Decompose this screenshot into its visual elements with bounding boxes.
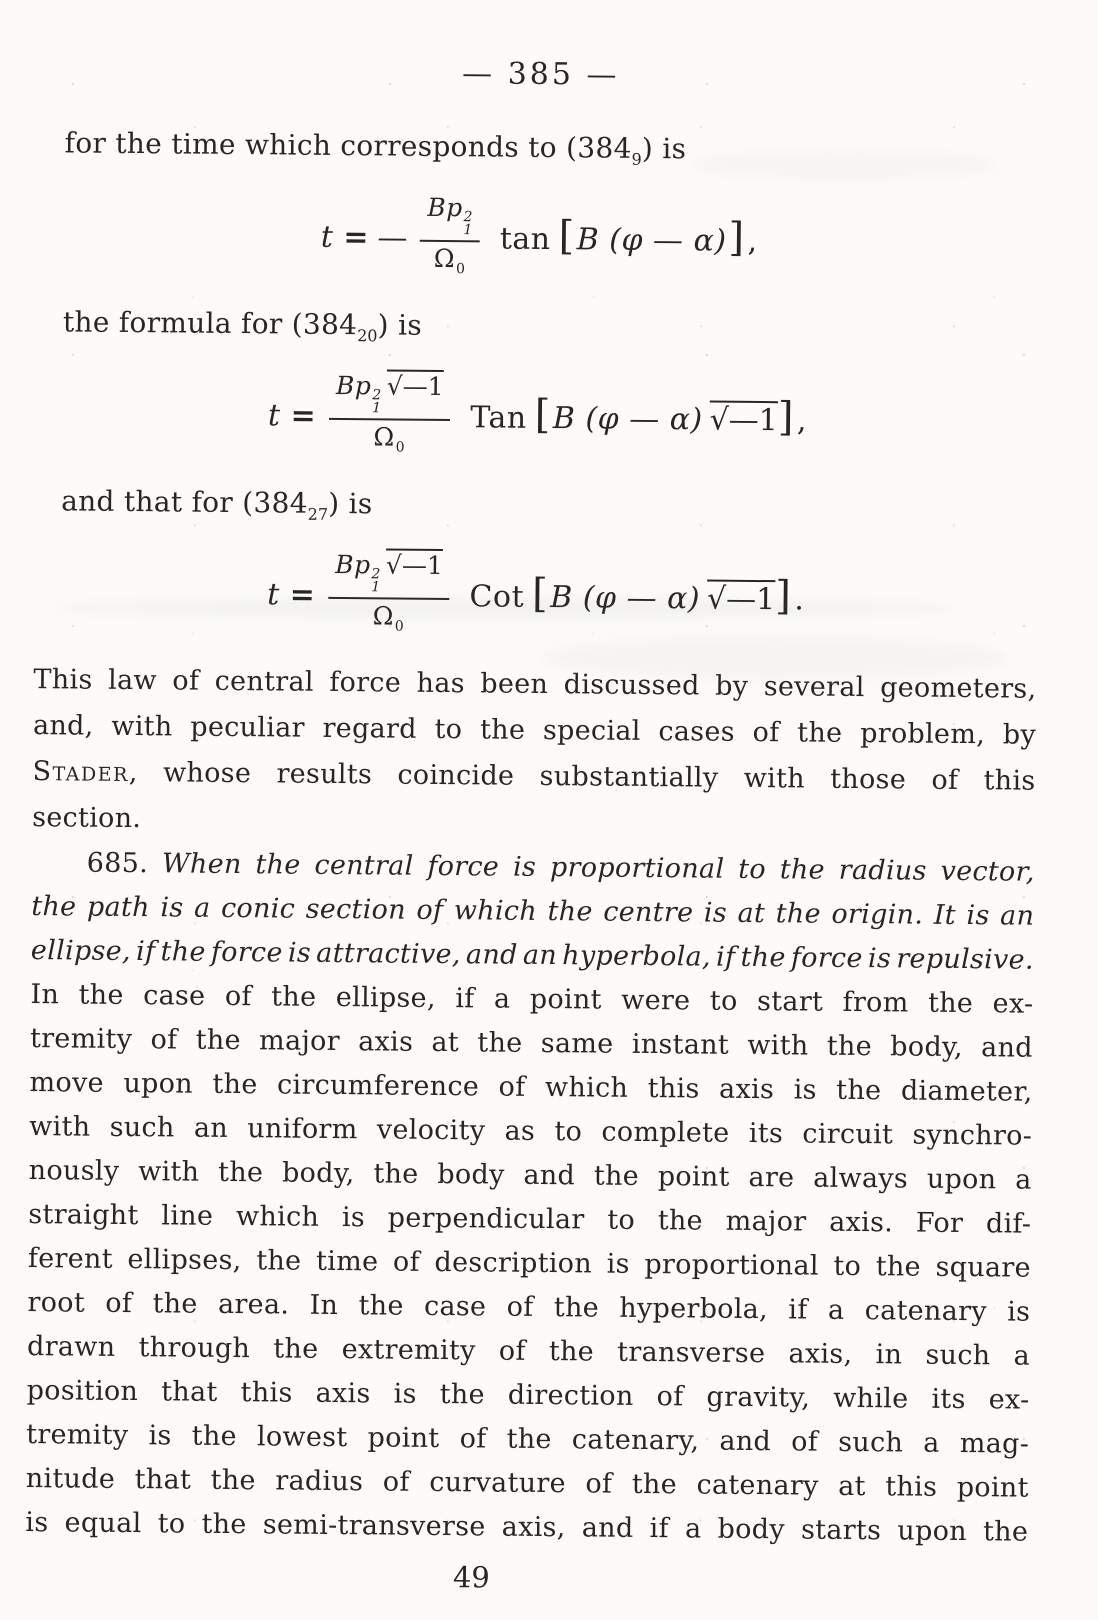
open-bracket: [ bbox=[531, 570, 549, 618]
word: of bbox=[416, 894, 444, 927]
word: instant bbox=[631, 1028, 730, 1061]
word: is bbox=[606, 1248, 630, 1280]
word: is bbox=[703, 897, 728, 929]
word: mag- bbox=[959, 1427, 1030, 1460]
word: and bbox=[719, 1425, 772, 1458]
word: of bbox=[105, 1287, 133, 1320]
word: point bbox=[367, 1422, 440, 1454]
word: curvature bbox=[429, 1466, 567, 1500]
text-line: and, with peculiar regard to the special cases of the problem, by bbox=[32, 710, 1037, 751]
word: this bbox=[647, 1072, 700, 1105]
equation-3 bbox=[34, 549, 1038, 637]
word: if bbox=[135, 936, 156, 968]
intro-text: ) is bbox=[641, 131, 687, 166]
word: axis, bbox=[788, 1338, 853, 1370]
word: is bbox=[793, 1074, 817, 1106]
author-name-smallcaps: Stader bbox=[32, 756, 130, 788]
radical: √—1 bbox=[706, 581, 776, 617]
text-line: This law of central force has been discussed by several geometers, bbox=[33, 664, 1037, 705]
text-line-rest: , whose results coincide substantially with those of this bbox=[128, 756, 1036, 797]
word: centre bbox=[603, 896, 694, 929]
sup-sub-stack bbox=[371, 565, 381, 595]
word: nously bbox=[28, 1155, 120, 1187]
variable-omega: Ω bbox=[372, 600, 395, 631]
word: is bbox=[287, 937, 312, 969]
word: same bbox=[540, 1027, 614, 1060]
intro-line-3 bbox=[35, 482, 1038, 541]
function-argument: B (φ — α) bbox=[552, 400, 703, 437]
word: the bbox=[982, 1516, 1029, 1548]
open-bracket: [ bbox=[534, 391, 552, 439]
word: this bbox=[885, 1471, 938, 1503]
word: the bbox=[217, 1156, 264, 1189]
text-line bbox=[32, 749, 1035, 805]
word: point bbox=[956, 1471, 1029, 1504]
section-body-lines bbox=[25, 885, 1034, 1555]
word: axis. bbox=[829, 1206, 894, 1239]
radical: √—1 bbox=[386, 370, 444, 401]
intro-text: ) is bbox=[377, 308, 423, 342]
word: transverse bbox=[617, 1336, 766, 1370]
superscript: 2 bbox=[372, 386, 382, 403]
word: For bbox=[915, 1207, 964, 1240]
superscript: 2 bbox=[371, 565, 381, 582]
word: ex- bbox=[992, 988, 1034, 1020]
numerator bbox=[328, 549, 450, 599]
paragraph-685 bbox=[25, 841, 1035, 1555]
word: hyperbola, bbox=[562, 940, 712, 973]
word: an bbox=[522, 939, 558, 972]
word: starts bbox=[800, 1514, 882, 1547]
word: of bbox=[656, 1381, 684, 1413]
word: and bbox=[980, 1032, 1033, 1064]
intro-text: and that for (384 bbox=[61, 484, 308, 520]
word: in bbox=[875, 1339, 903, 1371]
word: section bbox=[305, 893, 406, 926]
fraction bbox=[327, 549, 450, 641]
word: hyperbola, bbox=[619, 1292, 769, 1326]
equation-ref-subscript: 27 bbox=[307, 504, 329, 524]
word: ferent bbox=[27, 1243, 113, 1275]
punctuation: , bbox=[747, 223, 758, 259]
word: axis bbox=[358, 1026, 414, 1058]
word: time bbox=[315, 1245, 379, 1278]
word: of bbox=[498, 1335, 526, 1367]
word: catenary bbox=[696, 1469, 819, 1502]
variable-omega: Ω bbox=[433, 243, 456, 273]
variable-p: p bbox=[353, 549, 371, 579]
sup-sub-stack bbox=[372, 386, 382, 416]
subscript: 0 bbox=[455, 260, 466, 277]
word: always bbox=[813, 1162, 909, 1195]
variable-B: B bbox=[335, 370, 356, 400]
word: circuit bbox=[802, 1118, 894, 1151]
word: the bbox=[256, 1245, 302, 1277]
intro-line-1 bbox=[38, 124, 1041, 183]
subscript: 1 bbox=[372, 399, 382, 416]
intro-line-2 bbox=[37, 303, 1040, 362]
word: the bbox=[553, 1292, 600, 1324]
open-bracket: [ bbox=[558, 213, 575, 260]
word: to bbox=[157, 1508, 186, 1540]
paragraph-stader bbox=[32, 657, 1037, 851]
function-name: tan bbox=[499, 221, 551, 257]
word: if bbox=[715, 941, 736, 973]
word: gravity, bbox=[706, 1381, 811, 1414]
word: the bbox=[775, 898, 821, 930]
word: through bbox=[138, 1332, 251, 1365]
word: if bbox=[788, 1294, 808, 1326]
word: velocity bbox=[376, 1114, 486, 1147]
variable-omega: Ω bbox=[373, 421, 395, 452]
text-line: section. bbox=[32, 802, 142, 835]
word: are bbox=[748, 1161, 795, 1194]
word: the bbox=[271, 981, 317, 1013]
equation-lhs: t bbox=[267, 397, 281, 433]
word: to bbox=[554, 1116, 583, 1148]
section-opening-italic: When the central force is proportional to the radius vector, bbox=[161, 848, 1035, 888]
intro-text: the formula for (384 bbox=[62, 305, 358, 342]
close-bracket: ] bbox=[775, 573, 792, 620]
equals-sign: = bbox=[343, 219, 368, 255]
word: origin. bbox=[831, 898, 924, 931]
word: the bbox=[875, 1251, 922, 1283]
word: from bbox=[842, 986, 909, 1019]
word: ex- bbox=[988, 1384, 1030, 1416]
word: description bbox=[434, 1246, 593, 1280]
denominator bbox=[372, 599, 404, 641]
function-name: Tan bbox=[470, 399, 527, 436]
close-bracket: ] bbox=[728, 214, 745, 261]
word: catenary, bbox=[571, 1424, 700, 1457]
word: diameter, bbox=[900, 1075, 1033, 1108]
word: which bbox=[453, 895, 538, 927]
word: is bbox=[393, 1378, 417, 1410]
word: catenary bbox=[864, 1295, 987, 1328]
word: axis bbox=[315, 1377, 371, 1410]
word: In bbox=[309, 1289, 339, 1322]
word: the bbox=[740, 941, 786, 974]
close-bracket: ] bbox=[777, 394, 795, 441]
word: the bbox=[927, 987, 974, 1020]
equals-sign: = bbox=[289, 577, 315, 613]
word: the bbox=[191, 1420, 238, 1453]
word: start bbox=[756, 986, 824, 1018]
word: semi-transverse bbox=[262, 1509, 486, 1543]
word: direction bbox=[507, 1379, 634, 1412]
word: and bbox=[465, 939, 518, 971]
word: the bbox=[212, 1068, 258, 1101]
equation-ref-subscript: 9 bbox=[631, 149, 642, 169]
word: repulsive. bbox=[896, 943, 1034, 976]
intro-text: for the time which corresponds to (384 bbox=[64, 126, 632, 165]
word: radius bbox=[275, 1465, 364, 1498]
word: this bbox=[240, 1377, 293, 1409]
text-line bbox=[25, 1501, 1028, 1555]
subscript: 0 bbox=[395, 439, 406, 456]
word: the bbox=[201, 1508, 247, 1541]
word: of bbox=[506, 1291, 534, 1323]
word: a bbox=[193, 892, 211, 924]
word: is bbox=[160, 892, 184, 924]
word: case bbox=[143, 980, 206, 1012]
word: the bbox=[195, 1024, 241, 1057]
word: an bbox=[999, 900, 1035, 932]
variable-B: B bbox=[335, 549, 355, 579]
word: to bbox=[709, 985, 738, 1017]
word: the bbox=[358, 1290, 404, 1322]
word: is bbox=[148, 1420, 172, 1452]
word: of bbox=[791, 1426, 819, 1458]
word: conic bbox=[220, 892, 296, 925]
word: uniform bbox=[247, 1113, 358, 1146]
word: with bbox=[29, 1111, 91, 1143]
word: upon bbox=[897, 1515, 968, 1548]
word: line bbox=[161, 1200, 214, 1232]
subscript: 1 bbox=[463, 221, 473, 238]
word: its bbox=[931, 1383, 966, 1416]
word: of bbox=[150, 1024, 178, 1056]
numerator bbox=[420, 192, 480, 242]
word: while bbox=[833, 1382, 909, 1415]
function-name: Cot bbox=[469, 578, 525, 615]
word: at bbox=[431, 1026, 460, 1059]
radical: √—1 bbox=[709, 402, 779, 438]
word: a bbox=[493, 983, 511, 1015]
subscript: 0 bbox=[394, 618, 405, 635]
word: point bbox=[657, 1161, 730, 1193]
word: is bbox=[966, 900, 990, 932]
word: the bbox=[439, 1378, 485, 1411]
word: and bbox=[523, 1159, 576, 1192]
word: an bbox=[193, 1112, 229, 1144]
word: were bbox=[621, 984, 691, 1017]
word: is bbox=[1007, 1296, 1031, 1328]
word: major bbox=[258, 1025, 341, 1058]
word: if bbox=[455, 983, 475, 1015]
word: force bbox=[790, 942, 863, 975]
word: of bbox=[585, 1468, 613, 1500]
word: lowest bbox=[256, 1421, 348, 1454]
word: upon bbox=[926, 1163, 997, 1196]
word: a bbox=[923, 1427, 940, 1459]
radical: √—1 bbox=[385, 549, 443, 580]
page-number-header: — 385 — bbox=[461, 56, 620, 93]
word: the bbox=[78, 979, 124, 1011]
sup-sub-stack bbox=[463, 208, 474, 238]
word: is bbox=[341, 1202, 366, 1234]
word: the bbox=[160, 936, 206, 968]
word: the bbox=[593, 1160, 640, 1192]
word: the bbox=[31, 891, 77, 923]
word: move bbox=[29, 1067, 105, 1099]
word: a bbox=[827, 1294, 845, 1326]
word: ellipses, bbox=[127, 1243, 242, 1277]
word: with bbox=[747, 1029, 809, 1062]
word: a bbox=[1013, 1340, 1031, 1372]
word: a bbox=[1015, 1164, 1032, 1196]
denominator bbox=[434, 241, 466, 283]
equation-2 bbox=[36, 370, 1040, 458]
word: In bbox=[30, 979, 60, 1011]
word: ellipse, bbox=[335, 981, 436, 1014]
word: its bbox=[748, 1117, 784, 1150]
word: the bbox=[836, 1074, 882, 1107]
word: It bbox=[933, 899, 957, 931]
equation-lhs: t bbox=[267, 576, 280, 612]
word: root bbox=[27, 1287, 86, 1319]
word: that bbox=[161, 1376, 218, 1408]
word: to bbox=[607, 1204, 636, 1236]
word: such bbox=[838, 1426, 904, 1459]
word: complete bbox=[601, 1116, 730, 1149]
word: area. bbox=[217, 1288, 290, 1321]
word: body, bbox=[890, 1031, 963, 1064]
word: straight bbox=[28, 1199, 139, 1232]
word: equal bbox=[64, 1507, 142, 1540]
word: of bbox=[224, 980, 252, 1013]
word: is bbox=[25, 1507, 49, 1539]
word: path bbox=[86, 891, 150, 924]
word: such bbox=[109, 1111, 175, 1144]
word: dif- bbox=[985, 1208, 1032, 1240]
word: the bbox=[373, 1158, 419, 1190]
word: perpendicular bbox=[387, 1202, 585, 1236]
section-number: 685. bbox=[86, 847, 149, 880]
punctuation: , bbox=[796, 402, 808, 438]
word: of bbox=[382, 1466, 410, 1498]
word: circumference bbox=[276, 1069, 480, 1103]
equation-1 bbox=[37, 192, 1041, 279]
variable-p: p bbox=[354, 370, 372, 400]
word: proportional bbox=[644, 1248, 819, 1282]
word: which bbox=[235, 1201, 320, 1233]
word: point bbox=[529, 983, 602, 1016]
word: nitude bbox=[25, 1463, 116, 1495]
word: of bbox=[392, 1246, 421, 1278]
punctuation: . bbox=[794, 581, 805, 617]
function-argument: B (φ — α) bbox=[550, 579, 701, 616]
equation-ref-subscript: 20 bbox=[357, 326, 378, 346]
word: that bbox=[134, 1464, 192, 1496]
equation-lhs: t bbox=[320, 219, 334, 255]
word: square bbox=[935, 1251, 1032, 1284]
variable-p: p bbox=[446, 192, 463, 222]
word: axis bbox=[718, 1073, 775, 1106]
word: position bbox=[26, 1375, 139, 1408]
word: case bbox=[423, 1290, 487, 1323]
word: at bbox=[737, 897, 766, 930]
word: synchro- bbox=[912, 1119, 1033, 1152]
word: the bbox=[548, 1336, 595, 1368]
word: the bbox=[152, 1288, 198, 1320]
minus-sign: — bbox=[377, 219, 409, 256]
word: of bbox=[498, 1071, 526, 1103]
word: to bbox=[833, 1250, 862, 1283]
word: body bbox=[717, 1513, 786, 1546]
word: the bbox=[477, 1027, 523, 1059]
word: of bbox=[459, 1423, 487, 1455]
word: is bbox=[867, 943, 892, 975]
equals-sign: = bbox=[290, 398, 315, 434]
word: attractive, bbox=[316, 937, 461, 971]
word: the bbox=[657, 1205, 704, 1237]
fraction bbox=[328, 370, 451, 462]
word: if bbox=[649, 1513, 670, 1545]
word: ellipse, bbox=[30, 935, 132, 968]
word: the bbox=[273, 1333, 319, 1365]
word: the bbox=[826, 1030, 873, 1063]
word: the bbox=[547, 896, 593, 928]
word: tremity bbox=[26, 1419, 129, 1452]
superscript: 2 bbox=[463, 208, 474, 225]
variable-B: B bbox=[427, 192, 447, 222]
intro-text: ) is bbox=[328, 486, 373, 521]
word: a bbox=[684, 1513, 702, 1545]
word: at bbox=[838, 1470, 866, 1503]
word: the bbox=[210, 1464, 256, 1497]
word: and bbox=[581, 1512, 634, 1544]
word: upon bbox=[123, 1067, 194, 1100]
word: which bbox=[544, 1071, 629, 1104]
word: major bbox=[725, 1205, 807, 1238]
word: such bbox=[925, 1339, 991, 1372]
word: extremity bbox=[341, 1334, 476, 1367]
word: drawn bbox=[26, 1331, 116, 1363]
fraction bbox=[420, 192, 481, 284]
numerator bbox=[329, 370, 451, 420]
subscript: 1 bbox=[371, 578, 381, 595]
function-argument: B (φ — α) bbox=[576, 221, 727, 259]
word: as bbox=[504, 1115, 536, 1147]
word: the bbox=[506, 1423, 552, 1456]
word: with bbox=[138, 1156, 200, 1188]
word: the bbox=[631, 1468, 678, 1501]
signature-number: 49 bbox=[452, 1560, 490, 1595]
denominator bbox=[373, 420, 405, 462]
word: body bbox=[437, 1158, 505, 1191]
word: body, bbox=[281, 1157, 355, 1190]
word: force bbox=[210, 936, 283, 969]
word: axis, bbox=[501, 1511, 566, 1544]
word: tremity bbox=[29, 1023, 133, 1056]
